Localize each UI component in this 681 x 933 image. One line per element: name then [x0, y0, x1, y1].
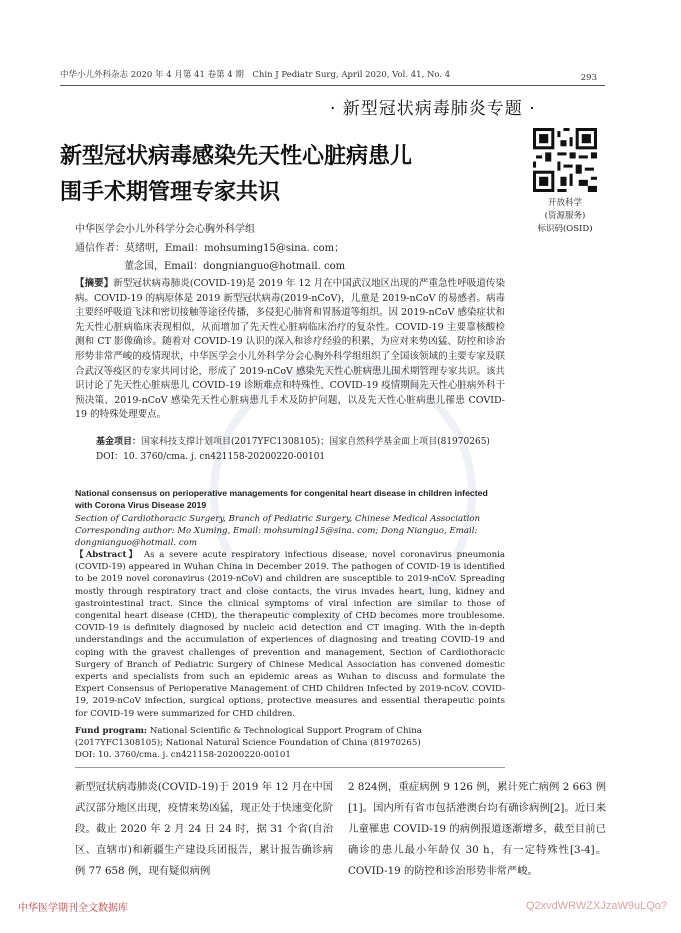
author-org: 中华医学会小儿外科学分会心胸外科学组	[75, 224, 255, 235]
doi-cn[interactable]: DOI：10. 3760/cma. j. cn421158-20200220-00101	[96, 452, 326, 462]
article-title	[60, 138, 490, 210]
corresponding-author-2: 董念国，Email：dongnianguo@hotmail. com	[124, 261, 346, 272]
osid-line-3: 标识码(OSID)	[537, 224, 593, 234]
title-line-2: 围手术期管理专家共识	[60, 179, 281, 205]
english-corresponding: Corresponding author: Mo Xuming, Email: mohsuming15@sina. com; Dong Nianguo, Email: dongnianguo@hotmail. com	[75, 526, 478, 548]
fund-cn-label: 基金项目：	[96, 437, 142, 447]
body-column-1: 新型冠状病毒肺炎(COVID-19)于 2019 年 12 月在中国武汉部分地区出现，疫情来势凶猛，现正处于快速变化阶段。截止 2020 年 2 月 24 日 24 时，据 31 个省(自治区、直辖市)和新疆生产建设兵团报告，累计报告确诊病例 77 658 例，现有疑似病例	[75, 781, 333, 877]
database-logo: 中华医学期刊全文数据库	[18, 903, 128, 914]
abstract-cn-label: 【摘要】	[75, 278, 114, 289]
osid-line-1: 开放科学	[547, 198, 582, 208]
fund-cn	[96, 435, 516, 465]
qr-code-icon[interactable]	[533, 128, 597, 192]
english-title: National consensus on perioperative managements for congenital heart disease in children infected with Corona Virus Disease 2019	[75, 488, 488, 510]
english-doi[interactable]: DOI: 10. 3760/cma. j. cn421158-20200220-00101	[75, 750, 291, 760]
section-label: · 新型冠状病毒肺炎专题 ·	[330, 99, 536, 119]
abstract-cn	[75, 277, 505, 423]
english-section: Section of Cardiothoracic Surgery, Branch of Pediatric Surgery, Chinese Medical Association	[75, 514, 481, 524]
journal-header: 中华小儿外科杂志 2020 年 4 月第 41 卷第 4 期 Chin J Pediatr Surg, April 2020, Vol. 41, No. 4	[60, 70, 451, 80]
osid-line-2: (资源服务)	[544, 211, 586, 221]
fund-cn-text: 国家科技支撑计划项目(2017YFC1308105)；国家自然科学基金面上项目(81970265)	[141, 437, 490, 447]
body-column-2: 2 824例，重症病例 9 126 例，累计死亡病例 2 663 例[1]。国内所有省市包括港澳台均有确诊病例[2]。近日来儿童罹患 COVID-19 的病例报道逐渐增多，截至目前已确诊的患儿最小年龄仅 30 h，有一定特殊性[3-4]。COVID-19 的防控和诊治形势非常严峻。	[348, 781, 606, 877]
page-number: 293	[580, 73, 597, 83]
header-rule	[60, 85, 605, 86]
english-abstract-text: As a severe acute respiratory infectious disease, novel coronavirus pneumonia (COVID-19) appeared in Wuhan China in December 2019. The pathogen of COVID-19 is identified to be 2019 novel coronavirus (2019-nCoV) and children are susceptible to 2019-nCoV. Spreading mostly through respiratory tract and close contacts, the virus invades heart, lung, kidney and gastrointestinal tract. Since the clinical symptoms of viral infection are similar to those of congenital heart disease (CHD), the therapeutic complexity of CHD becomes more troublesome. COVID-19 is definitely diagnosed by nucleic acid detection and CT imaging. With the in-depth understandings and the accumulation of experiences of diagnosing and treating COVID-19 and coping with the gravest challenges of prevention and management, Section of Cardiothoracic Surgery of Branch of Pediatric Surgery of Chinese Medical Association has convened domestic experts and specialists from such an epidemic areas as Wuhan to discuss and formulate the Expert Consensus of Perioperative Management of CHD Children Infected by 2019-nCoV. COVID-19, 2019-nCoV infection, surgical options, protective measures and essential therapeutic points for COVID-19 were summarized for CHD children.	[75, 550, 505, 719]
abstract-cn-text: 新型冠状病毒肺炎(COVID-19)是 2019 年 12 月在中国武汉地区出现的严重急性呼吸道传染病。COVID-19 的病原体是 2019 新型冠状病毒(2019-nCoV)，儿童是 2019-nCoV 的易感者。病毒主要经呼吸道飞沫和密切接触等途径传播，多侵犯心肺肾和胃肠道等组织。因 2019-nCoV 感染症状和先天性心脏病临床表现相似，从而增加了先天性心脏病临床治疗的复杂性。COVID-19 主要靠核酸检测和 CT 影像确诊。随着对 COVID-19 认识的深入和诊疗经验的积累，为应对来势凶猛、防控和诊治形势非常严峻的疫情现状，中华医学会小儿外科学分会心胸外科学组组织了全国该领域的主要专家及联合武汉等疫区的专家共同讨论，形成了 2019-nCoV 感染先天性心脏病患儿围术期管理专家共识。该共识讨论了先天性心脏病患儿 COVID-19 诊断难点和特殊性、COVID-19 疫情期间先天性心脏病外科干预决策、2019-nCoV 感染先天性心脏病患儿手术及防护问题，以及先天性心脏病患儿罹患 COVID-19 的特殊处理要点。	[75, 278, 505, 421]
english-fund-label: Fund program:	[75, 726, 148, 736]
english-abstract	[75, 549, 505, 720]
osid-label	[528, 197, 602, 236]
body-divider	[75, 767, 505, 768]
english-fund	[75, 725, 505, 761]
english-meta	[75, 513, 505, 549]
title-line-1: 新型冠状病毒感染先天性心脏病患儿	[60, 143, 413, 169]
english-abstract-label: 【Abstract】	[75, 550, 140, 560]
english-fund-text: National Scientific & Technological Support Program of China (2017YFC1308105); National Natural Science Foundation of China (81970265)	[75, 726, 422, 748]
corresponding-author-1: 通信作者：莫绪明，Email：mohsuming15@sina. com；	[75, 243, 345, 254]
watermark-text: Q2xvdWRWZXJzaW9uLQo?	[525, 900, 667, 912]
